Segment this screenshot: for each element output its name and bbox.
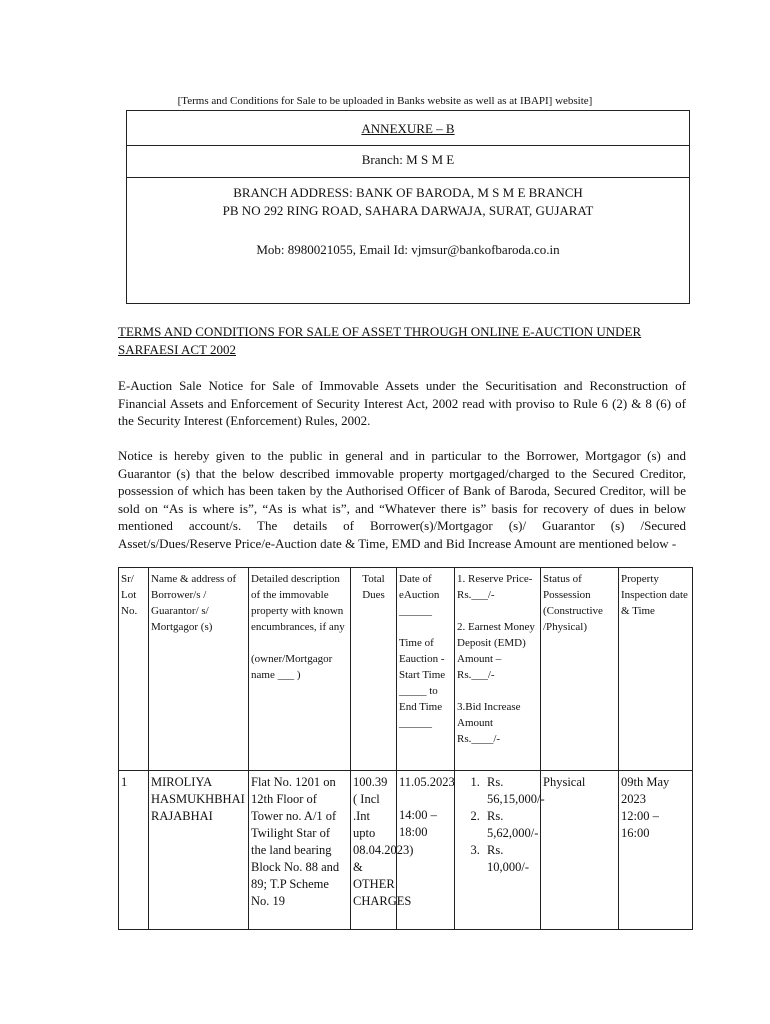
terms-heading: TERMS AND CONDITIONS FOR SALE OF ASSET THROUGH ONLINE E-AUCTION UNDER SARFAESI ACT 2002: [118, 324, 642, 357]
reserve-price: 1. Rs. 56,15,000/-: [483, 774, 538, 808]
branch-address: [127, 184, 689, 220]
header-price: 1. Reserve Price- Rs.___/- 2. Earnest Money Deposit (EMD) Amount – Rs.___/- 3.Bid Increase Amount Rs.____/-: [455, 568, 541, 771]
address-line-1: BRANCH ADDRESS: BANK OF BARODA, M S M E BRANCH: [233, 185, 583, 200]
bid-increase: 3. Rs. 10,000/-: [483, 842, 538, 876]
cell-sr: 1: [119, 771, 149, 930]
header-inspection: Property Inspection date & Time: [619, 568, 693, 771]
header-status: Status of Possession (Constructive /Physical): [541, 568, 619, 771]
notice-paragraph: Notice is hereby given to the public in general and in particular to the Borrower, Mortgagor (s) and Guarantor (s) that the below described immovable property mortgaged/charged to the Secured Creditor, possession of which has been taken by the Authorised Officer of Bank of Baroda, Secured Creditor, will be sold on “As is where is”, “As is what is”, and “Whatever there is” basis for recovery of dues in below mentioned account/s. The details of Borrower(s)/Mortgagor (s)/ Guarantor (s) /Secured Asset/s/Dues/Reserve Price/e-Auction date & Time, EMD and Bid Increase Amount are mentioned below -: [118, 448, 686, 551]
annexure-row: [127, 111, 689, 146]
contact-info: Mob: 8980021055, Email Id: vjmsur@bankofbaroda.co.in: [256, 242, 560, 257]
auction-date: 11.05.2023: [399, 775, 455, 789]
branch-name: Branch: M S M E: [127, 145, 689, 178]
table-row: [119, 771, 693, 930]
intro-paragraph: E-Auction Sale Notice for Sale of Immovable Assets under the Securitisation and Reconstruction of Financial Assets and Enforcement of Security Interest Act, 2002 read with proviso to Rule 6 (2) & 8 (6) of the Security Interest (Enforcement) Rules, 2002.: [118, 378, 686, 428]
header-sr: Sr/ Lot No.: [119, 568, 149, 771]
cell-price: [455, 771, 545, 930]
cell-name: MIROLIYA HASMUKHBHAI RAJABHAI: [149, 771, 249, 930]
cell-dues: 100.39 ( Incl .Int upto 08.04.2023) & OTHER CHARGES: [351, 771, 397, 930]
table-header-row: [119, 568, 693, 771]
cell-status: Physical: [541, 771, 619, 930]
address-line-2: PB NO 292 RING ROAD, SAHARA DARWAJA, SURAT, GUJARAT: [222, 203, 594, 218]
emd-amount: 2. Rs. 5,62,000/-: [483, 808, 538, 842]
top-note: [Terms and Conditions for Sale to be uploaded in Banks website as well as at IBAPI] website]: [177, 95, 593, 107]
auction-table: [118, 567, 693, 930]
header-description: Detailed description of the immovable property with known encumbrances, if any (owner/Mortgagor name ___ ): [249, 568, 351, 771]
header-name: Name & address of Borrower/s / Guarantor/ s/ Mortgagor (s): [149, 568, 249, 771]
inspection-time: 12:00 – 16:00: [621, 809, 659, 840]
header-date: Date of eAuction ______ Time of Eauction - Start Time _____ to End Time ______: [397, 568, 455, 771]
annexure-title: ANNEXURE – B: [361, 121, 455, 136]
auction-time: 14:00 – 18:00: [399, 808, 437, 839]
header-box: [126, 110, 690, 304]
inspection-date: 09th May 2023: [621, 775, 670, 806]
cell-inspection: [619, 771, 693, 930]
cell-description: Flat No. 1201 on 12th Floor of Tower no. A/1 of Twilight Star of the land bearing Block No. 88 and 89; T.P Scheme No. 19: [249, 771, 351, 930]
price-list: [457, 774, 545, 876]
header-dues: Total Dues: [351, 568, 397, 771]
